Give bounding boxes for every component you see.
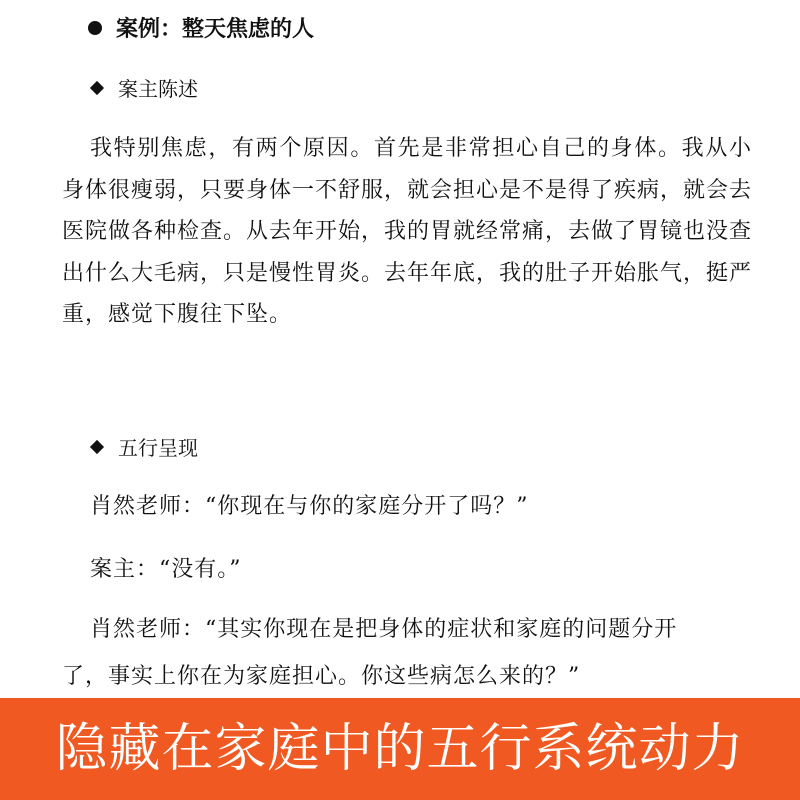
dialogue-line-3: 肖然老师：“其实你现在是把身体的症状和家庭的问题分开 xyxy=(90,617,678,642)
case-heading xyxy=(88,14,314,46)
statement-paragraph: 我特别焦虑，有两个原因。首先是非常担心自己的身体。我从小身体很瘦弱，只要身体一不舒服，就会担心是不是得了疾病，就会去医院做各种检查。从去年开始，我的胃就经常痛，去做了胃镜也没查出什么大毛病，只是慢性胃炎。去年年底，我的肚子开始胀气，挺严重，感觉下腹往下坠。 xyxy=(62,136,753,327)
section-heading-statement-text: 案主陈述 xyxy=(118,77,198,101)
dialogue-line-4: 了，事实上你在为家庭担心。你这些病怎么来的？” xyxy=(62,664,581,689)
dialogue-line-2: 案主：“没有。” xyxy=(90,557,242,582)
section-heading-five-elements xyxy=(92,433,198,463)
diamond-bullet-icon xyxy=(90,440,104,454)
banner-title: 隐藏在家庭中的五行系统动力 xyxy=(55,719,745,779)
diamond-bullet-icon xyxy=(90,81,104,95)
bullet-dot-icon xyxy=(88,21,102,35)
case-heading-text: 案例：整天焦虑的人 xyxy=(116,17,315,42)
section-heading-statement xyxy=(92,74,198,104)
section-heading-five-elements-text: 五行呈现 xyxy=(118,436,198,460)
dialogue-line-1: 肖然老师：“你现在与你的家庭分开了吗？” xyxy=(90,494,529,519)
